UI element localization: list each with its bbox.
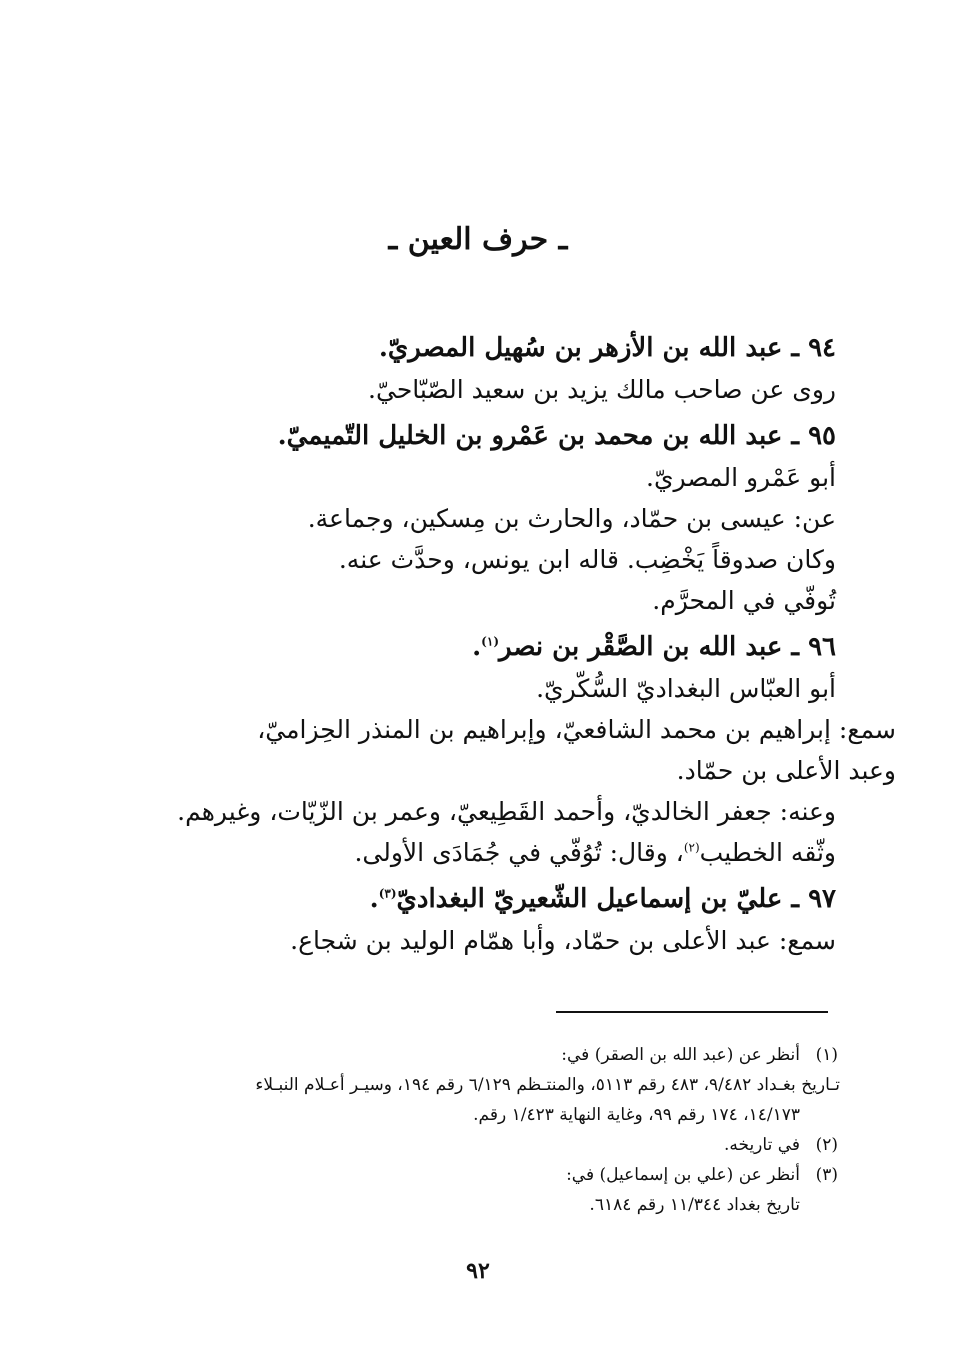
entry-96-heading xyxy=(116,627,836,668)
entry-94-heading: ٩٤ ـ عبد الله بن الأزهر بن سُهيل المصريّ. xyxy=(378,333,836,363)
footnote-text: أنظر عن (علي بن إسماعيل) في: xyxy=(566,1165,800,1185)
footnote-ref-1: (١) xyxy=(481,634,499,649)
entry-96-line: أبو العبّاس البغداديّ السُّكّريّ. xyxy=(536,674,836,703)
footnote-number: (٢) xyxy=(815,1135,838,1155)
footnotes xyxy=(108,1040,838,1220)
entry-97-heading xyxy=(116,879,836,920)
footnote-text: في تاريخه. xyxy=(723,1135,800,1155)
footnote-1-cont: تـاريخ بغـداد ٩/٤٨٢، ٤٨٣ رقم ٥١١٣، والمنتـظم ٦/١٢٩ رقم ١٩٤، وسيـر أعـلام النبـلاء xyxy=(255,1075,840,1095)
footnote-1-cont: ١٤/١٧٣، ١٧٤ رقم ٩٩، وغاية النهاية ١/٤٢٣ رقم. xyxy=(473,1105,800,1125)
entry-96-heading-end: . xyxy=(472,632,482,662)
entry-97-heading-end: . xyxy=(369,884,379,914)
footnote-text: أنظر عن (عبد الله بن الصقر) في: xyxy=(561,1045,800,1065)
footnote-number: (٣) xyxy=(815,1165,838,1185)
entry-96-line: سمع: إبراهيم بن محمد الشافعيّ، وإبراهيم بن المنذر الحِزاميّ، xyxy=(257,715,896,744)
footnote-ref-2: (٢) xyxy=(683,840,700,855)
entry-96-line xyxy=(116,832,836,873)
entry-96-line: وعنه: جعفر الخالديّ، وأحمد القَطِيعيّ، وعمر بن الزّيّات، وغيرهم. xyxy=(177,797,836,826)
footnote-3-cont: تاريخ بغداد ١١/٣٤٤ رقم ٦١٨٤. xyxy=(589,1195,800,1215)
footnote-separator xyxy=(556,1011,828,1013)
entry-97-line: سمع: عبد الأعلى بن حمّاد، وأبا همّام الوليد بن شجاع. xyxy=(290,926,836,955)
entry-95-line: أبو عَمْرو المصريّ. xyxy=(646,463,836,492)
entry-96-heading-text: ٩٦ ـ عبد الله بن الصَّقْر بن نصر xyxy=(499,632,836,662)
footnote-1 xyxy=(108,1040,838,1070)
main-text xyxy=(116,322,896,961)
entry-94-line: روى عن صاحب مالك يزيد بن سعيد الصّبّاحيّ. xyxy=(368,375,836,404)
entry-95-line: تُوفّي في المحرَّم. xyxy=(652,586,836,615)
footnote-3 xyxy=(108,1160,838,1190)
entry-95-line: عن: عيسى بن حمّاد، والحارث بن مِسكين، وجماعة. xyxy=(307,504,836,533)
chapter-title: ـ حرف العين ـ xyxy=(388,222,568,257)
entry-96-line: وعبد الأعلى بن حمّاد. xyxy=(676,756,896,785)
page-number: ٩٢ xyxy=(466,1258,490,1284)
footnote-number: (١) xyxy=(815,1045,838,1065)
footnote-2 xyxy=(108,1130,838,1160)
entry-95-line: وكان صدوقاً يَخْضِب. قاله ابن يونس، وحدَّث عنه. xyxy=(338,545,836,574)
entry-95-heading: ٩٥ ـ عبد الله بن محمد بن عَمْرو بن الخليل التّميميّ. xyxy=(277,421,836,451)
entry-96-line-text: وثّقه الخطيب xyxy=(699,838,836,867)
entry-96-line-end: ، وقال: تُوُفّي في جُمَادَى الأولى. xyxy=(354,838,684,867)
footnote-ref-3: (٣) xyxy=(378,886,397,901)
entry-97-heading-text: ٩٧ ـ عليّ بن إسماعيل الشّعيريّ البغداديّ xyxy=(396,884,836,914)
